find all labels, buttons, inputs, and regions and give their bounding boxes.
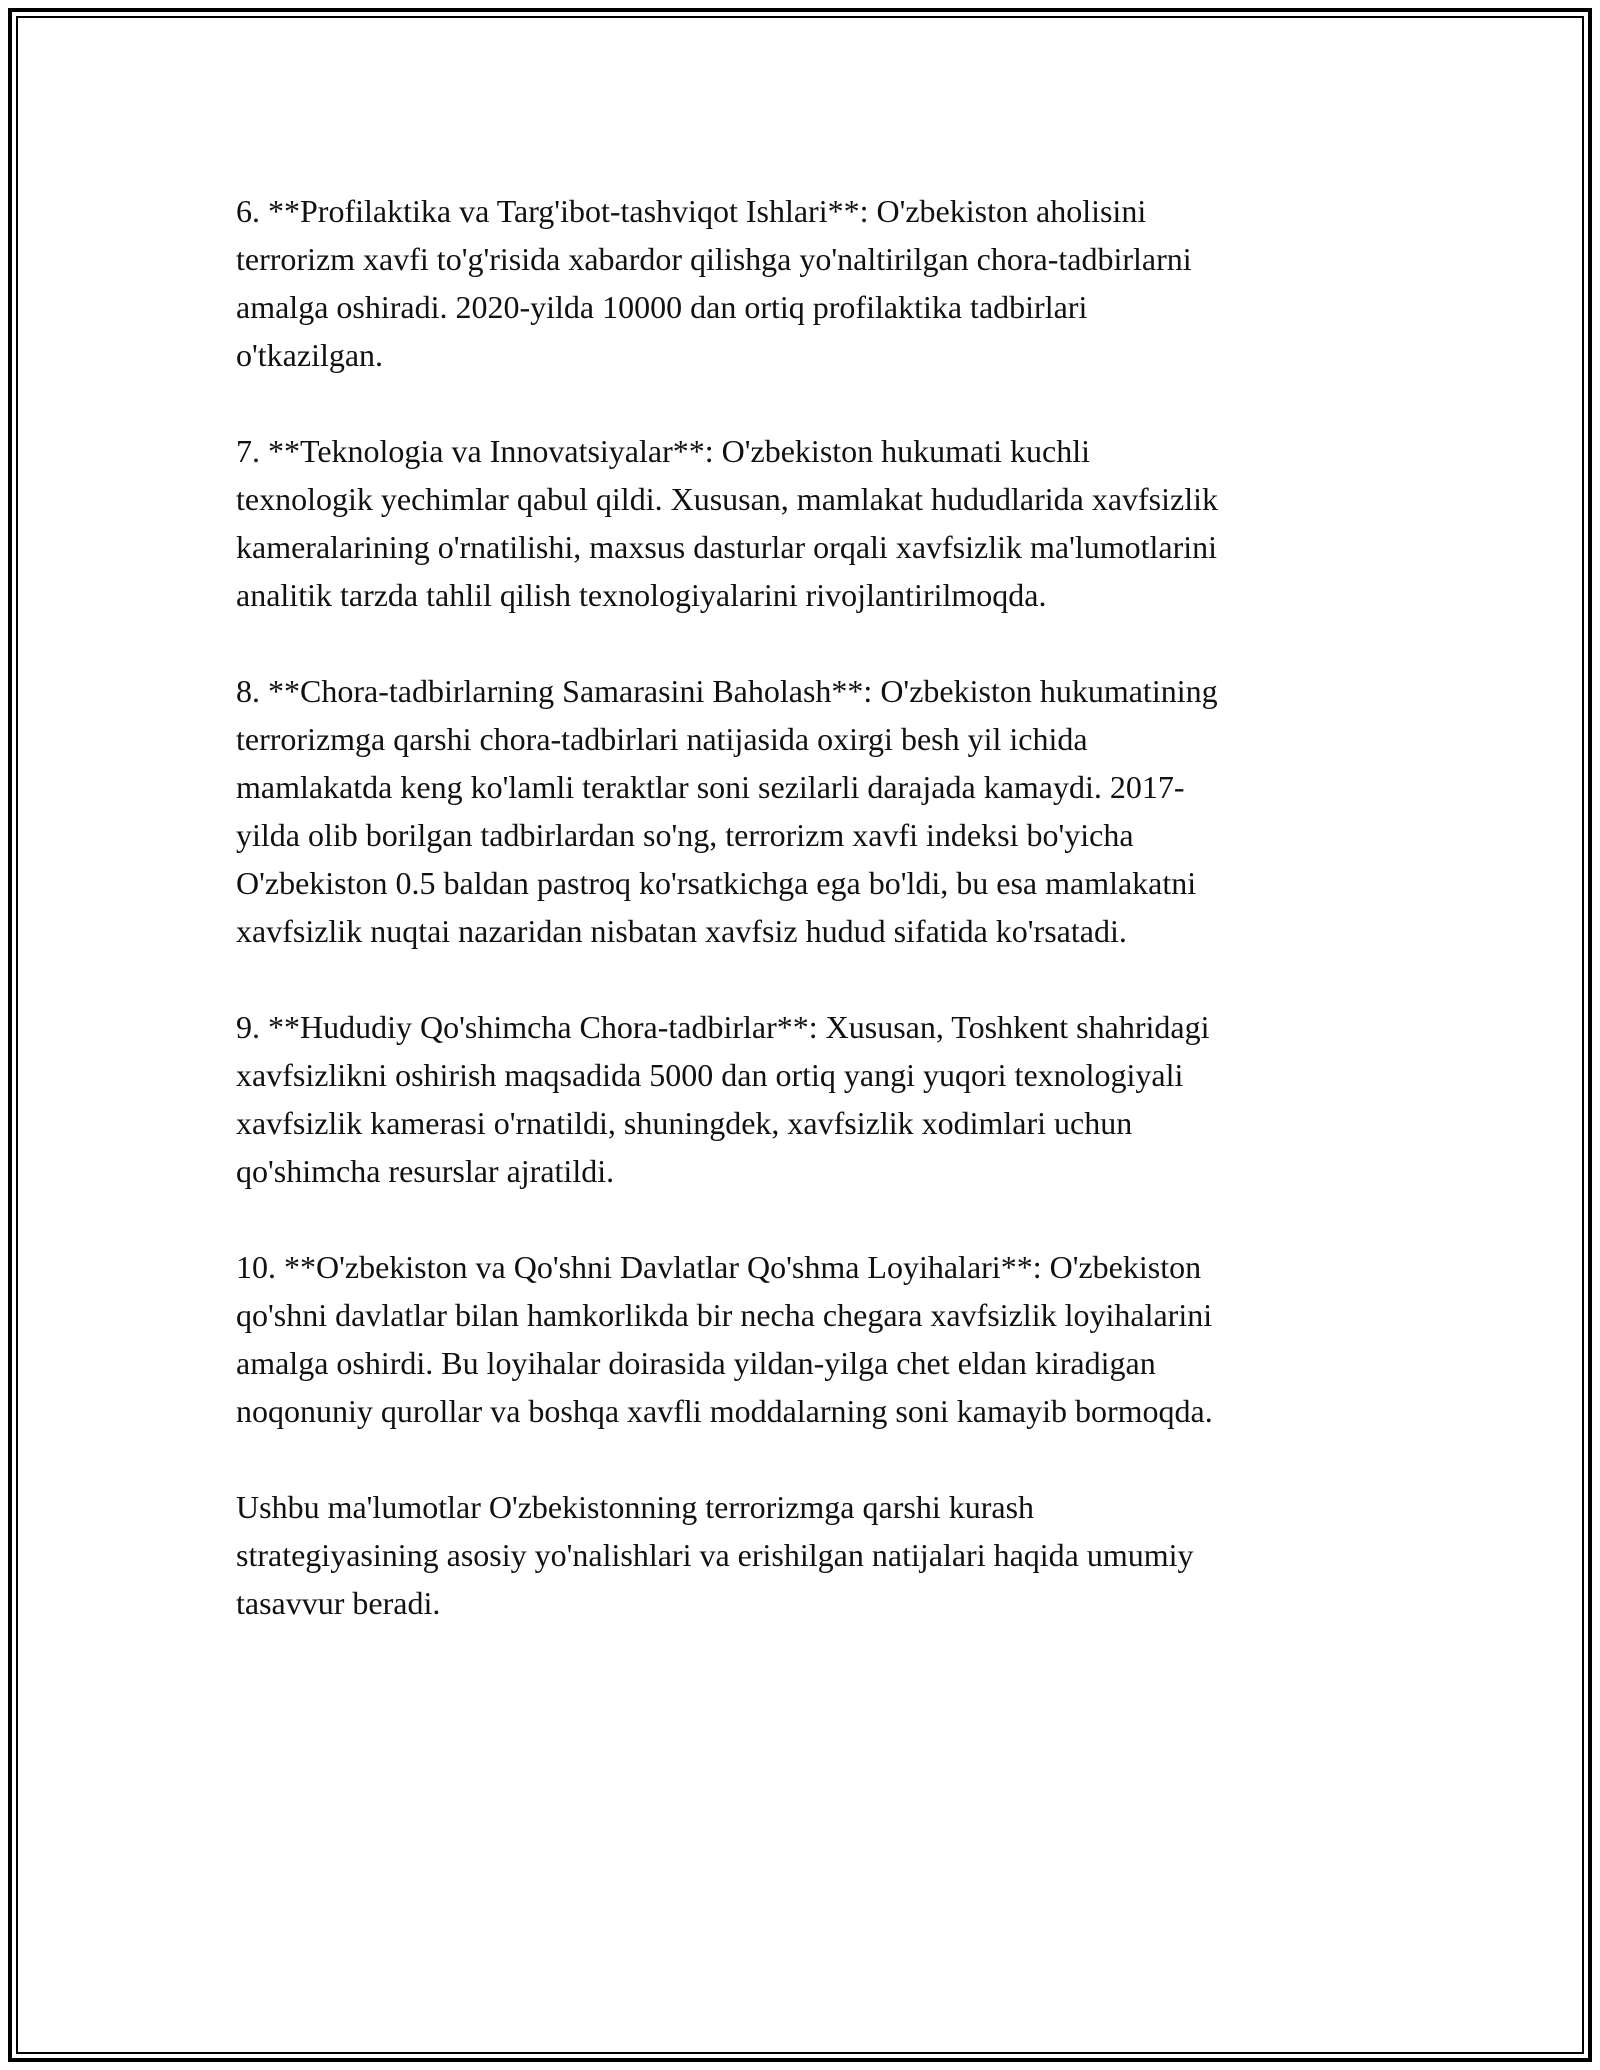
paragraph-6-profilaktika: 6. **Profilaktika va Targ'ibot-tashviqot Ishlari**: O'zbekiston aholisini terrorizm xavfi to'g'risida xabardor qilishga yo'naltirilgan chora-tadbirlarni amalga oshiradi. 2020-yilda 10000 dan ortiq profilaktika tadbirlari o'tkazilgan. [236, 193, 1192, 373]
paragraph-8-samaradorlik: 8. **Chora-tadbirlarning Samarasini Baholash**: O'zbekiston hukumatining terrorizmga qarshi chora-tadbirlari natijasida oxirgi besh yil ichida mamlakatda keng ko'lamli teraktlar soni sezilarli darajada kamaydi. 2017- yilda olib borilgan tadbirlardan so'ng, terrorizm xavfi indeksi bo'yicha O'zbekiston 0.5 baldan pastroq ko'rsatkichga ega bo'ldi, bu esa mamlakatni xavfsizlik nuqtai nazaridan nisbatan xavfsiz hudud sifatida ko'rsatadi. [236, 673, 1218, 949]
paragraph-conclusion: Ushbu ma'lumotlar O'zbekistonning terrorizmga qarshi kurash strategiyasining asosiy yo'nalishlari va erishilgan natijalari haqida umumiy tasavvur beradi. [236, 1489, 1194, 1621]
paragraph-10-qoshma-loyihalar: 10. **O'zbekiston va Qo'shni Davlatlar Qo'shma Loyihalari**: O'zbekiston qo'shni davlatlar bilan hamkorlikda bir necha chegara xavfsizlik loyihalarini amalga oshirdi. Bu loyihalar doirasida yildan-yilga chet eldan kiradigan noqonuniy qurollar va boshqa xavfli moddalarning soni kamayib bormoqda. [236, 1249, 1213, 1429]
paragraph-7-teknologia: 7. **Teknologia va Innovatsiyalar**: O'zbekiston hukumati kuchli texnologik yechimlar qabul qildi. Xususan, mamlakat hududlarida xavfsizlik kameralarining o'rnatilishi, maxsus dasturlar orqali xavfsizlik ma'lumotlarini analitik tarzda tahlil qilish texnologiyalarini rivojlantirilmoqda. [236, 433, 1218, 613]
paragraph-9-hududiy: 9. **Hududiy Qo'shimcha Chora-tadbirlar**: Xususan, Toshkent shahridagi xavfsizlikni oshirish maqsadida 5000 dan ortiq yangi yuqori texnologiyali xavfsizlik kamerasi o'rnatildi, shuningdek, xavfsizlik xodimlari uchun qo'shimcha resurslar ajratildi. [236, 1009, 1210, 1189]
document-body [236, 187, 1376, 1675]
